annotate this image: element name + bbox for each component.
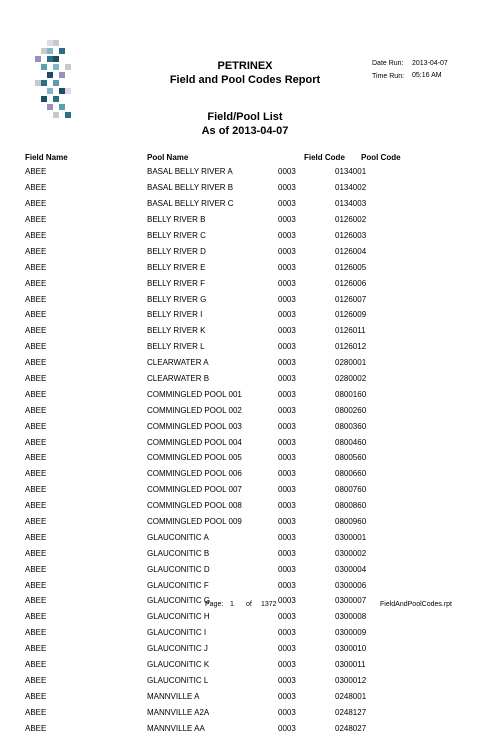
report-subtitle: Field/Pool List: [207, 111, 283, 123]
field-name-cell: ABEE: [25, 532, 47, 542]
table-row: [25, 434, 395, 450]
field-code-cell: 0003: [278, 453, 296, 463]
pool-code-cell: 0800460: [335, 437, 367, 447]
pool-name-cell: BASAL BELLY RIVER A: [147, 167, 233, 177]
pool-code-cell: 0300002: [335, 548, 367, 558]
pool-name-cell: BELLY RIVER G: [147, 294, 207, 304]
field-code-cell: 0003: [278, 183, 296, 193]
field-code-cell: 0003: [278, 485, 296, 495]
pool-name-cell: GLAUCONITIC G: [147, 596, 211, 606]
column-header-pool-code: Pool Code: [361, 153, 401, 162]
table-row: [25, 212, 395, 228]
field-name-cell: ABEE: [25, 517, 47, 527]
pool-code-cell: 0300004: [335, 564, 367, 574]
pool-name-cell: GLAUCONITIC K: [147, 660, 210, 670]
pool-code-cell: 0300011: [335, 660, 366, 670]
pool-code-cell: 0126007: [335, 294, 367, 304]
field-code-cell: 0003: [278, 517, 296, 527]
field-name-cell: ABEE: [25, 326, 47, 336]
field-name-cell: ABEE: [25, 199, 47, 209]
pool-code-cell: 0134001: [335, 167, 367, 177]
field-name-cell: ABEE: [25, 215, 47, 225]
field-code-cell: 0003: [278, 532, 296, 542]
table-row: [25, 673, 395, 689]
pool-code-cell: 0800860: [335, 501, 367, 511]
pool-code-cell: 0248027: [335, 723, 367, 733]
pool-code-cell: 0800360: [335, 421, 367, 431]
petrinex-logo: [33, 40, 77, 124]
pool-name-cell: COMMINGLED POOL 005: [147, 453, 242, 463]
field-name-cell: ABEE: [25, 675, 47, 685]
pool-code-cell: 0300006: [335, 580, 367, 590]
table-row: [25, 164, 395, 180]
table-row: [25, 609, 395, 625]
pool-name-cell: GLAUCONITIC I: [147, 628, 207, 638]
pool-code-cell: 0300007: [335, 596, 367, 606]
pool-code-cell: 0280001: [335, 358, 367, 368]
field-code-cell: 0003: [278, 691, 296, 701]
table-row: [25, 545, 395, 561]
table-row: [25, 323, 395, 339]
table-row: [25, 307, 395, 323]
field-name-cell: ABEE: [25, 183, 47, 193]
field-name-cell: ABEE: [25, 294, 47, 304]
column-header-field-name: Field Name: [25, 153, 68, 162]
pool-name-cell: GLAUCONITIC J: [147, 644, 208, 654]
field-name-cell: ABEE: [25, 453, 47, 463]
field-code-cell: 0003: [278, 262, 296, 272]
pool-name-cell: GLAUCONITIC L: [147, 675, 209, 685]
pool-name-cell: GLAUCONITIC H: [147, 612, 210, 622]
pool-name-cell: BELLY RIVER C: [147, 231, 206, 240]
field-code-cell: 0003: [278, 215, 296, 225]
field-code-cell: 0003: [278, 199, 296, 209]
pool-name-cell: GLAUCONITIC A: [147, 532, 209, 542]
field-name-cell: ABEE: [25, 421, 47, 431]
pool-name-cell: COMMINGLED POOL 009: [147, 517, 242, 527]
field-code-cell: 0003: [278, 675, 296, 685]
page-number: 1: [230, 601, 234, 608]
pool-code-cell: 0126011: [335, 326, 366, 336]
field-code-cell: 0003: [278, 167, 296, 177]
field-name-cell: ABEE: [25, 167, 47, 177]
field-code-cell: 0003: [278, 405, 296, 415]
table-row: [25, 466, 395, 482]
table-row: [25, 720, 395, 736]
column-header-pool-name: Pool Name: [147, 153, 189, 162]
date-run-label: Date Run:: [372, 60, 404, 67]
pool-name-cell: COMMINGLED POOL 002: [147, 405, 242, 415]
field-name-cell: ABEE: [25, 278, 47, 288]
pool-name-cell: GLAUCONITIC B: [147, 548, 210, 558]
field-code-cell: 0003: [278, 707, 296, 717]
pool-code-cell: 0248001: [335, 691, 367, 701]
field-name-cell: ABEE: [25, 437, 47, 447]
field-code-cell: 0003: [278, 612, 296, 622]
field-name-cell: ABEE: [25, 246, 47, 256]
field-code-cell: 0003: [278, 246, 296, 256]
page-total: 1372: [261, 601, 277, 608]
table-row: [25, 561, 395, 577]
page-label: Page:: [205, 601, 224, 608]
time-run-value: 05:16 AM: [412, 72, 442, 79]
pool-code-cell: 0800760: [335, 485, 367, 495]
field-name-cell: ABEE: [25, 374, 47, 384]
table-row: [25, 498, 395, 514]
pool-code-cell: 0134003: [335, 199, 367, 209]
field-code-cell: 0003: [278, 310, 296, 320]
pool-code-cell: 0126004: [335, 246, 367, 256]
field-code-cell: 0003: [278, 278, 296, 288]
pool-name-cell: BELLY RIVER I: [147, 310, 203, 320]
field-code-cell: 0003: [278, 358, 296, 368]
field-name-cell: ABEE: [25, 580, 47, 590]
pool-code-cell: 0800160: [335, 389, 367, 399]
pool-name-cell: BELLY RIVER K: [147, 326, 206, 336]
field-name-cell: ABEE: [25, 231, 47, 240]
pool-code-cell: 0300008: [335, 612, 367, 622]
field-code-cell: 0003: [278, 374, 296, 384]
table-row: [25, 418, 395, 434]
pool-code-cell: 0280002: [335, 374, 367, 384]
table-row: [25, 228, 395, 244]
table-row: [25, 371, 395, 387]
pool-code-cell: 0126003: [335, 231, 367, 240]
field-code-cell: 0003: [278, 389, 296, 399]
pool-name-cell: CLEARWATER B: [147, 374, 210, 384]
table-row: [25, 275, 395, 291]
field-name-cell: ABEE: [25, 262, 47, 272]
field-code-cell: 0003: [278, 548, 296, 558]
report-filename: FieldAndPoolCodes.rpt: [380, 601, 452, 608]
field-name-cell: ABEE: [25, 644, 47, 654]
pool-name-cell: BASAL BELLY RIVER C: [147, 199, 234, 209]
table-row: [25, 450, 395, 466]
pool-code-cell: 0300012: [335, 675, 367, 685]
field-code-cell: 0003: [278, 596, 296, 606]
field-name-cell: ABEE: [25, 628, 47, 638]
field-code-cell: 0003: [278, 469, 296, 479]
pool-name-cell: COMMINGLED POOL 004: [147, 437, 242, 447]
pool-code-cell: 0126002: [335, 215, 367, 225]
pool-code-cell: 0800260: [335, 405, 367, 415]
pool-name-cell: CLEARWATER A: [147, 358, 209, 368]
pool-name-cell: COMMINGLED POOL 006: [147, 469, 242, 479]
field-code-cell: 0003: [278, 723, 296, 733]
table-row: [25, 339, 395, 355]
field-code-cell: 0003: [278, 326, 296, 336]
field-code-cell: 0003: [278, 294, 296, 304]
field-name-cell: ABEE: [25, 612, 47, 622]
pool-code-cell: 0300010: [335, 644, 367, 654]
page-of-label: of: [246, 601, 252, 608]
field-name-cell: ABEE: [25, 469, 47, 479]
table-row: [25, 355, 395, 371]
pool-code-cell: 0800660: [335, 469, 367, 479]
table-row: [25, 386, 395, 402]
table-row: [25, 402, 395, 418]
field-code-cell: 0003: [278, 421, 296, 431]
pool-code-cell: 0126006: [335, 278, 367, 288]
field-code-cell: 0003: [278, 342, 296, 352]
table-row: [25, 196, 395, 212]
field-name-cell: ABEE: [25, 548, 47, 558]
pool-name-cell: BASAL BELLY RIVER B: [147, 183, 234, 193]
pool-code-cell: 0800960: [335, 517, 367, 527]
pool-name-cell: BELLY RIVER F: [147, 278, 205, 288]
field-name-cell: ABEE: [25, 310, 47, 320]
pool-name-cell: MANNVILLE A: [147, 691, 200, 701]
field-name-cell: ABEE: [25, 660, 47, 670]
table-row: [25, 704, 395, 720]
table-row: [25, 482, 395, 498]
pool-name-cell: MANNVILLE A2A: [147, 707, 210, 717]
pool-code-cell: 0126012: [335, 342, 367, 352]
pool-name-cell: GLAUCONITIC F: [147, 580, 209, 590]
field-code-cell: 0003: [278, 564, 296, 574]
field-name-cell: ABEE: [25, 485, 47, 495]
table-row: [25, 243, 395, 259]
table-body: [25, 164, 395, 736]
pool-name-cell: COMMINGLED POOL 001: [147, 389, 242, 399]
field-name-cell: ABEE: [25, 707, 47, 717]
pool-name-cell: COMMINGLED POOL 008: [147, 501, 242, 511]
pool-name-cell: MANNVILLE AA: [147, 723, 205, 733]
report-as-of: As of 2013-04-07: [201, 125, 289, 137]
table-row: [25, 514, 395, 530]
report-title: Field and Pool Codes Report: [169, 74, 321, 86]
date-run-value: 2013-04-07: [412, 60, 448, 67]
field-name-cell: ABEE: [25, 342, 47, 352]
pool-code-cell: 0126009: [335, 310, 367, 320]
field-code-cell: 0003: [278, 437, 296, 447]
field-name-cell: ABEE: [25, 501, 47, 511]
pool-code-cell: 0134002: [335, 183, 367, 193]
pool-name-cell: BELLY RIVER B: [147, 215, 206, 225]
field-code-cell: 0003: [278, 628, 296, 638]
pool-code-cell: 0300009: [335, 628, 367, 638]
table-row: [25, 291, 395, 307]
field-name-cell: ABEE: [25, 691, 47, 701]
pool-name-cell: COMMINGLED POOL 007: [147, 485, 242, 495]
table-row: [25, 625, 395, 641]
pool-name-cell: COMMINGLED POOL 003: [147, 421, 242, 431]
table-row: [25, 657, 395, 673]
pool-code-cell: 0248127: [335, 707, 367, 717]
pool-code-cell: 0126005: [335, 262, 367, 272]
field-code-cell: 0003: [278, 644, 296, 654]
pool-code-cell: 0800560: [335, 453, 367, 463]
pool-name-cell: BELLY RIVER E: [147, 262, 206, 272]
table-row: [25, 641, 395, 657]
field-code-cell: 0003: [278, 501, 296, 511]
field-code-cell: 0003: [278, 660, 296, 670]
time-run-label: Time Run:: [372, 73, 405, 80]
table-row: [25, 259, 395, 275]
field-code-cell: 0003: [278, 580, 296, 590]
field-code-cell: 0003: [278, 231, 296, 240]
table-row: [25, 688, 395, 704]
table-row: [25, 529, 395, 545]
report-company: PETRINEX: [217, 60, 273, 72]
field-name-cell: ABEE: [25, 723, 47, 733]
column-header-field-code: Field Code: [304, 153, 345, 162]
pool-name-cell: BELLY RIVER L: [147, 342, 205, 352]
table-row: [25, 180, 395, 196]
field-name-cell: ABEE: [25, 405, 47, 415]
pool-name-cell: GLAUCONITIC D: [147, 564, 210, 574]
field-name-cell: ABEE: [25, 564, 47, 574]
table-row: [25, 577, 395, 593]
pool-code-cell: 0300001: [335, 532, 367, 542]
field-pool-table: [25, 164, 395, 736]
field-name-cell: ABEE: [25, 596, 47, 606]
field-name-cell: ABEE: [25, 358, 47, 368]
pool-name-cell: BELLY RIVER D: [147, 246, 206, 256]
field-name-cell: ABEE: [25, 389, 47, 399]
